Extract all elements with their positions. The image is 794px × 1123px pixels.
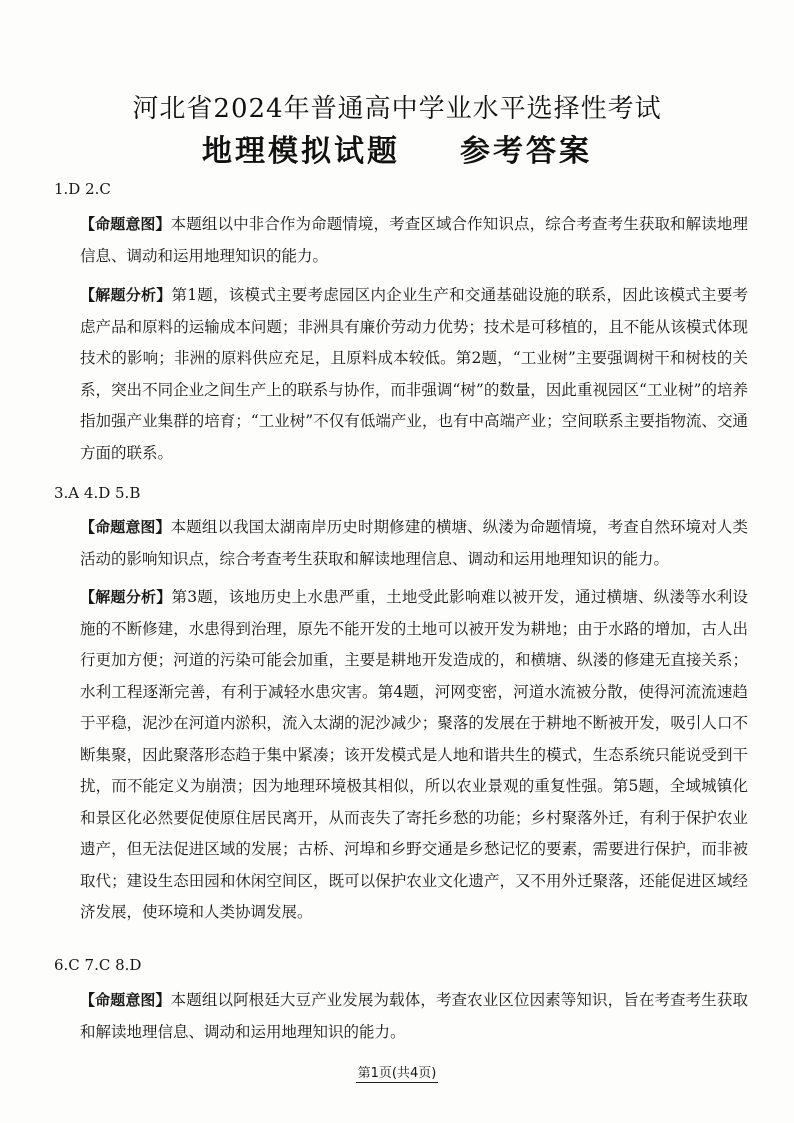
page-footer — [0, 1062, 794, 1081]
exam-title: 河北省2024年普通高中学业水平选择性考试 — [132, 94, 662, 124]
intent-label: 【命题意图】 — [80, 991, 171, 1009]
answers-q6-q8: 6.C 7.C 8.D — [54, 956, 142, 974]
intent-label: 【命题意图】 — [80, 215, 171, 233]
analysis-text: 第1题，该模式主要考虑园区内企业生产和交通基础设施的联系，因此该模式主要考虑产品和原料的运输成本问题；非洲具有廉价劳动力优势；技术是可移植的，且不能从该模式体现技术的影响；非洲的原料供应充足，且原料成本较低。第2题，“工业树”主要强调树干和树枝的关系，突出不同企业之间生产上的联系与协作，而非强调“树”的数量，因此重视园区“工业树”的培养指加强产业集群的培育；“工业树”不仅有低端产业，也有中高端产业；空间联系主要指物流、交通方面的联系。 — [80, 286, 748, 462]
intent-paragraph — [80, 512, 748, 575]
intent-text: 本题组以中非合作为命题情境，考查区域合作知识点，综合考查考生获取和解读地理信息、调动和运用地理知识的能力。 — [80, 215, 748, 265]
answers-q1-q2: 1.D 2.C — [54, 180, 111, 198]
answers-q3-q5: 3.A 4.D 5.B — [54, 484, 141, 502]
analysis-label: 【解题分析】 — [80, 588, 172, 606]
exam-subtitle — [0, 126, 794, 170]
page-number: 第1页(共4页) — [357, 1066, 437, 1081]
analysis-text: 第3题，该地历史上水患严重，土地受此影响难以被开发，通过横塘、纵溇等水利设施的不断修建，水患得到治理，原先不能开发的土地可以被开发为耕地；由于水路的增加，古人出行更加方便；河道的污染可能会加重，主要是耕地开发造成的，和横塘、纵溇的修建无直接关系；水利工程逐渐完善，有利于减轻水患灾害。第4题，河网变密，河道水流被分散，使得河流流速趋于平稳，泥沙在河道内淤积，流入太湖的泥沙减少；聚落的发展在于耕地不断被开发，吸引人口不断集聚，因此聚落形态趋于集中紧凑；该开发模式是人地和谐共生的模式，生态系统只能说受到干扰，而不能定义为崩溃；因为地理环境极其相似，所以农业景观的重复性强。第5题，全域城镇化和景区化必然要促使原住居民离开，从而丧失了寄托乡愁的功能；乡村聚落外迁，有利于保护农业遗产，但无法促进区域的发展；古桥、河埠和乡野交通是乡愁记忆的要素，需要进行保护，而非被取代；建设生态田园和休闲空间区，既可以保护农业文化遗产，又不用外迁聚落，还能促进区域经济发展，使环境和人类协调发展。 — [80, 588, 748, 921]
intent-paragraph — [80, 209, 748, 272]
intent-text: 本题组以阿根廷大豆产业发展为载体，考查农业区位因素等知识，旨在考查考生获取和解读地理信息、调动和运用地理知识的能力。 — [80, 991, 748, 1041]
subtitle-subject: 地理模拟试题 — [202, 134, 400, 169]
intent-paragraph — [80, 985, 748, 1048]
intent-label: 【命题意图】 — [80, 518, 171, 536]
intent-text: 本题组以我国太湖南岸历史时期修建的横塘、纵溇为命题情境，考查自然环境对人类活动的影响知识点，综合考查考生获取和解读地理信息、调动和运用地理知识的能力。 — [80, 518, 748, 568]
analysis-paragraph — [80, 280, 748, 469]
analysis-paragraph — [80, 582, 748, 929]
analysis-label: 【解题分析】 — [80, 286, 172, 304]
subtitle-answer-key: 参考答案 — [460, 134, 592, 169]
